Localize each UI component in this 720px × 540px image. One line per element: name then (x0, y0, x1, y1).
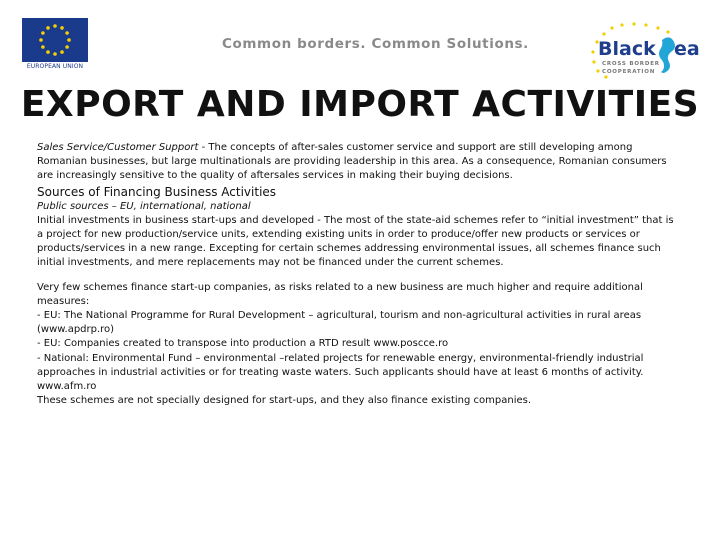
sales-service-text: - The concepts of after-sales customer service and support are still developing among Romanian businesses, but large multinationals are providing leadership in this area. As a consequence, Romanian consumers are increasingly sensitive to the quality of aftersales services in making their buying decisions. (37, 142, 667, 182)
seahorse-icon (659, 37, 675, 73)
slogan: Common borders. Common Solutions. (222, 36, 529, 52)
list-item-environment: - National: Environmental Fund – environmental –related projects for renewable energy, environmental-friendly industrial approaches in industrial activities or for treating waste waters. Such applicants should have at least 6 months of activity. www.afm.ro (37, 352, 644, 393)
public-sources-label: Public sources – EU, international, national (37, 200, 251, 212)
paragraph-sales-service (37, 141, 677, 184)
paragraph-start-up: Very few schemes finance start-up companies, as risks related to a new business are much higher and require additional measures: (37, 281, 643, 307)
sales-service-lead: Sales Service/Customer Support (37, 142, 199, 153)
paragraph-initial-investments: Initial investments in business start-ups and developed - The most of the state-aid schemes refer to “initial investment” that is a project for new production/service units, extending existing units in order to produce/offer new products or services or products/services in a new range. Excepting for certain schemes addressing environmental issues, all schemes finance such initial investments, and mere replacements may not be financed under the current schemes. (37, 214, 674, 269)
slide-body (37, 141, 677, 408)
logo-word-sea: ea (674, 38, 700, 60)
eu-logo (22, 18, 88, 70)
logo-tagline-1: CROSS BORDER (602, 61, 660, 67)
slide-header (0, 0, 720, 88)
financing-subheading: Sources of Financing Business Activities (37, 184, 277, 199)
eu-caption: EUROPEAN UNION (26, 63, 84, 70)
slide-title: EXPORT AND IMPORT ACTIVITIES (20, 84, 700, 125)
eu-flag-icon (22, 18, 88, 62)
logo-tagline-2: COOPERATION (602, 69, 656, 75)
closing-text: These schemes are not specially designed for start-ups, and they also finance existing companies. (37, 395, 532, 407)
logo-word-black: Black (598, 38, 656, 60)
list-item-rtd: - EU: Companies created to transpose into production a RTD result www.poscce.ro (37, 338, 449, 350)
black-sea-logo (582, 22, 702, 82)
eu-stars-icon (22, 18, 88, 62)
list-item-rural: - EU: The National Programme for Rural Development – agricultural, tourism and non-agricultural activities in rural areas (www.apdrp.ro) (37, 310, 642, 336)
